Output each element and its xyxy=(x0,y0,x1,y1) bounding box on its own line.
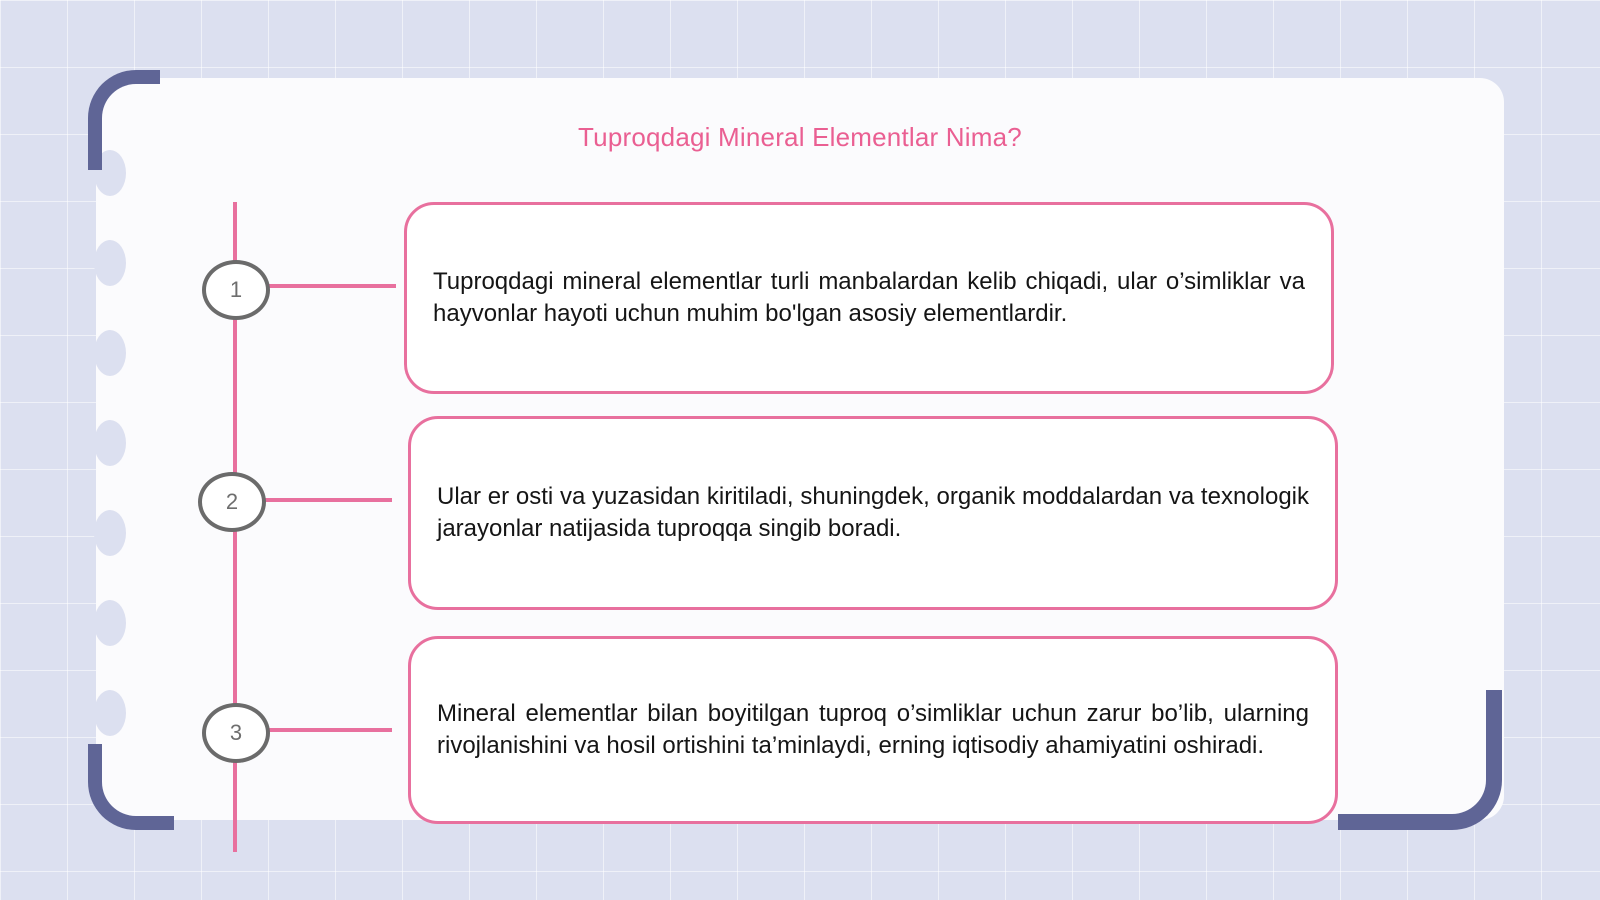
sheet-scallop xyxy=(94,330,126,376)
corner-bracket-bottom-right xyxy=(1338,690,1502,830)
sheet-scallop xyxy=(94,600,126,646)
corner-bracket-top-left xyxy=(88,70,160,170)
sheet-scallop xyxy=(94,240,126,286)
step-text-3: Mineral elementlar bilan boyitilgan tuproq o’simliklar uchun zarur bo’lib, ularning rivojlanishini va hosil ortishini ta’minlaydi, erning iqtisodiy ahamiyatini oshiradi. xyxy=(437,700,1309,759)
step-card-2 xyxy=(408,416,1338,610)
step-number-label: 1 xyxy=(229,277,243,302)
slide-title: Tuproqdagi Mineral Elementlar Nima? xyxy=(578,122,1022,152)
step-connector-3 xyxy=(266,728,392,732)
step-number-3 xyxy=(202,703,270,763)
step-number-label: 3 xyxy=(229,720,243,745)
step-card-1 xyxy=(404,202,1334,394)
step-text-1: Tuproqdagi mineral elementlar turli manbalardan kelib chiqadi, ular o’simliklar va hayvonlar hayoti uchun muhim bo'lgan asosiy elementlardir. xyxy=(433,268,1305,327)
step-card-3 xyxy=(408,636,1338,824)
step-connector-2 xyxy=(262,498,392,502)
step-number-1 xyxy=(202,260,270,320)
sheet-scallop xyxy=(94,510,126,556)
step-connector-1 xyxy=(266,284,396,288)
step-text-2: Ular er osti va yuzasidan kiritiladi, shuningdek, organik moddalardan va texnologik jarayonlar natijasida tuproqqa singib boradi. xyxy=(437,483,1309,542)
sheet-scallop xyxy=(94,690,126,736)
corner-bracket-bottom-left xyxy=(88,744,174,830)
sheet-scallop xyxy=(94,420,126,466)
step-number-label: 2 xyxy=(225,489,239,514)
step-number-2 xyxy=(198,472,266,532)
